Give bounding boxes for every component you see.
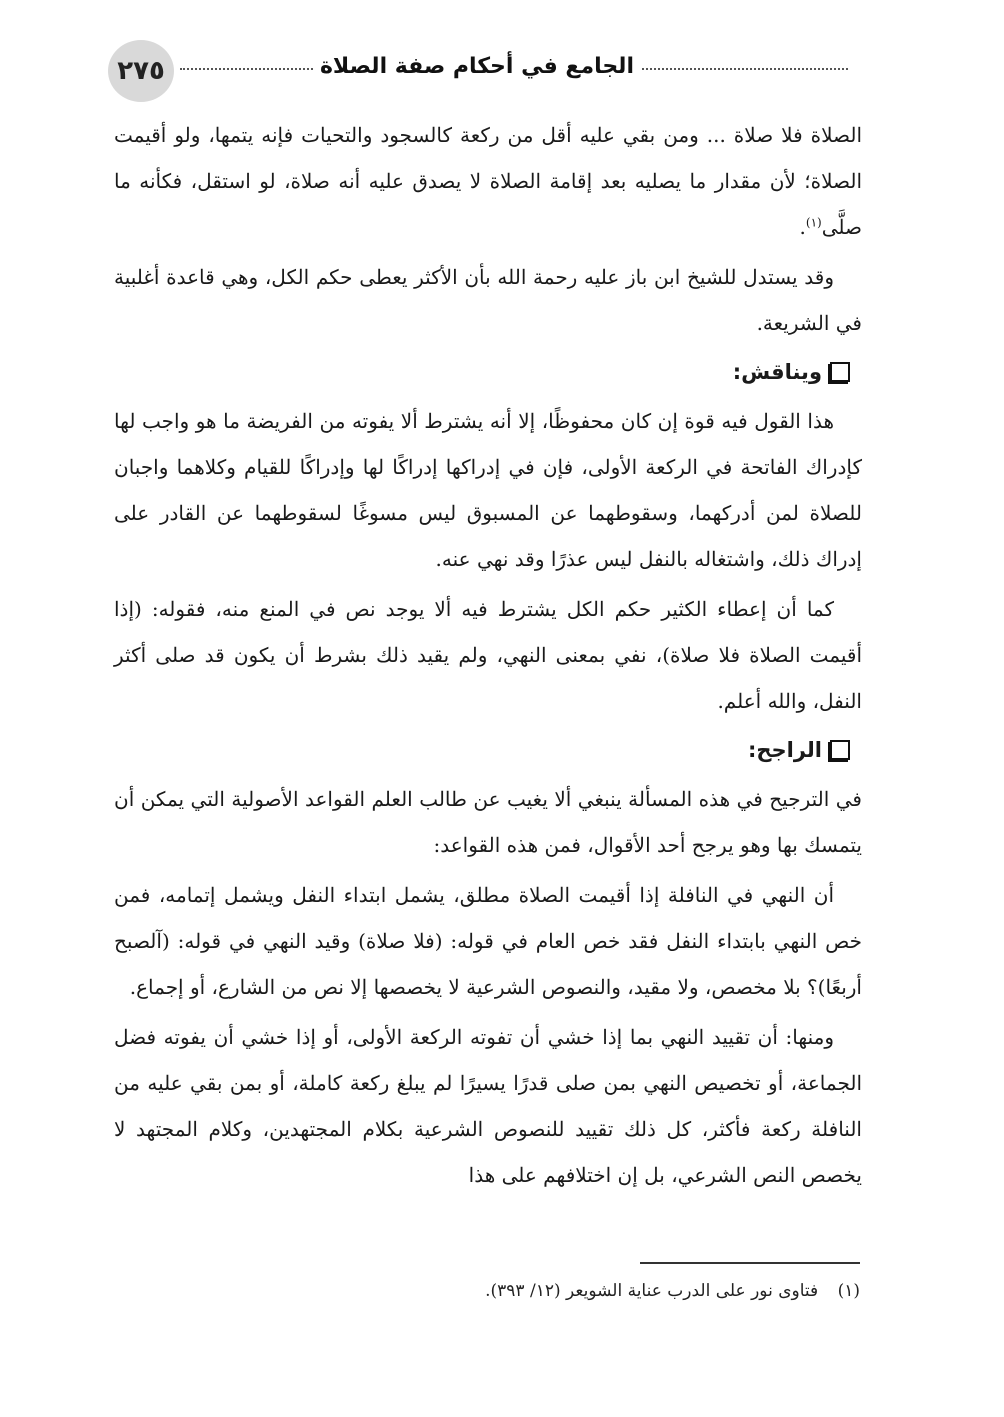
- page-header: [108, 40, 848, 100]
- header-dotted-rule-right: [638, 68, 848, 70]
- footnote-number: (١): [837, 1281, 860, 1301]
- paragraph-2: وقد يستدل للشيخ ابن باز عليه رحمة الله بأن الأكثر يعطى حكم الكل، وهي قاعدة أغلبية في الشريعة.: [114, 265, 862, 335]
- page-body: [114, 112, 862, 1202]
- section-heading-discussion-label: ويناقش:: [732, 360, 822, 384]
- square-bullet-icon: [830, 740, 850, 760]
- footnote-text: فتاوى نور على الدرب عناية الشويعر (١٢/ ٣٩٣).: [485, 1281, 819, 1301]
- paragraph-5: في الترجيح في هذه المسألة ينبغي ألا يغيب عن طالب العلم القواعد الأصولية التي يمكن أن يتمسك بها وهو يرجح أحد الأقوال، فمن هذه القواعد:: [114, 787, 862, 857]
- page-number-badge: ٢٧٥: [108, 40, 174, 102]
- paragraph-4: كما أن إعطاء الكثير حكم الكل يشترط فيه ألا يوجد نص في المنع منه، فقوله: (إذا أقيمت الصلاة فلا صلاة)، نفي بمعنى النهي، ولم يقيد ذلك بشرط أن يكون قد صلى أكثر النفل، والله أعلم.: [114, 597, 863, 713]
- paragraph-1: [114, 112, 862, 250]
- paragraph-1-text: الصلاة فلا صلاة ... ومن بقي عليه أقل من ركعة كالسجود والتحيات فإنه يتمها، ولو أقيمت الصلاة؛ لأن مقدار ما يصليه بعد إقامة الصلاة لا يصدق عليه أنه صلاة، لو استقل، فكأنه ما صلَّى: [114, 123, 862, 239]
- section-heading-discussion: [114, 350, 850, 394]
- footnote-separator: [640, 1262, 860, 1264]
- paragraph-7: ومنها: أن تقييد النهي بما إذا خشي أن تفوته الركعة الأولى، أو إذا خشي أن يفوته فضل الجماعة، أو تخصيص النهي بمن صلى قدرًا يسيرًا لم يبلغ ركعة كاملة، أو بمن بقي عليه من النافلة ركعة فأكثر، كل ذلك تقييد للنصوص الشرعية بكلام المجتهدين، وكلام المجتهد لا يخصص النص الشرعي، بل إن اختلافهم على هذا: [114, 1025, 862, 1187]
- section-heading-preferred: [114, 728, 850, 772]
- running-title: الجامع في أحكام صفة الصلاة: [314, 54, 640, 79]
- square-bullet-icon: [830, 362, 850, 382]
- footnote-reference-1[interactable]: (١): [805, 215, 822, 230]
- footnote: [140, 1276, 860, 1306]
- section-heading-preferred-label: الراجح:: [747, 738, 822, 762]
- paragraph-1-end: .: [799, 215, 806, 239]
- paragraph-3: هذا القول فيه قوة إن كان محفوظًا، إلا أنه يشترط ألا يفوته من الفريضة ما هو واجب لها كإدراك الفاتحة في الركعة الأولى، فإن في إدراكها إدراكًا لها وإدراكًا للقيام وكلاهما واجبان للصلاة لمن أدركهما، وسقوطهما عن المسبوق ليس مسوغًا لسقوطهما عن القادر على إدراك ذلك، واشتغاله بالنفل ليس عذرًا وقد نهي عنه.: [114, 409, 862, 571]
- paragraph-6: أن النهي في النافلة إذا أقيمت الصلاة مطلق، يشمل ابتداء النفل ويشمل إتمامه، فمن خص النهي بابتداء النفل فقد خص العام في قوله: (فلا صلاة) وقيد النهي في قوله: (آلصبح أربعًا)؟ بلا مخصص، ولا مقيد، والنصوص الشرعية لا يخصصها إلا نص من الشارع، أو إجماع.: [114, 883, 862, 999]
